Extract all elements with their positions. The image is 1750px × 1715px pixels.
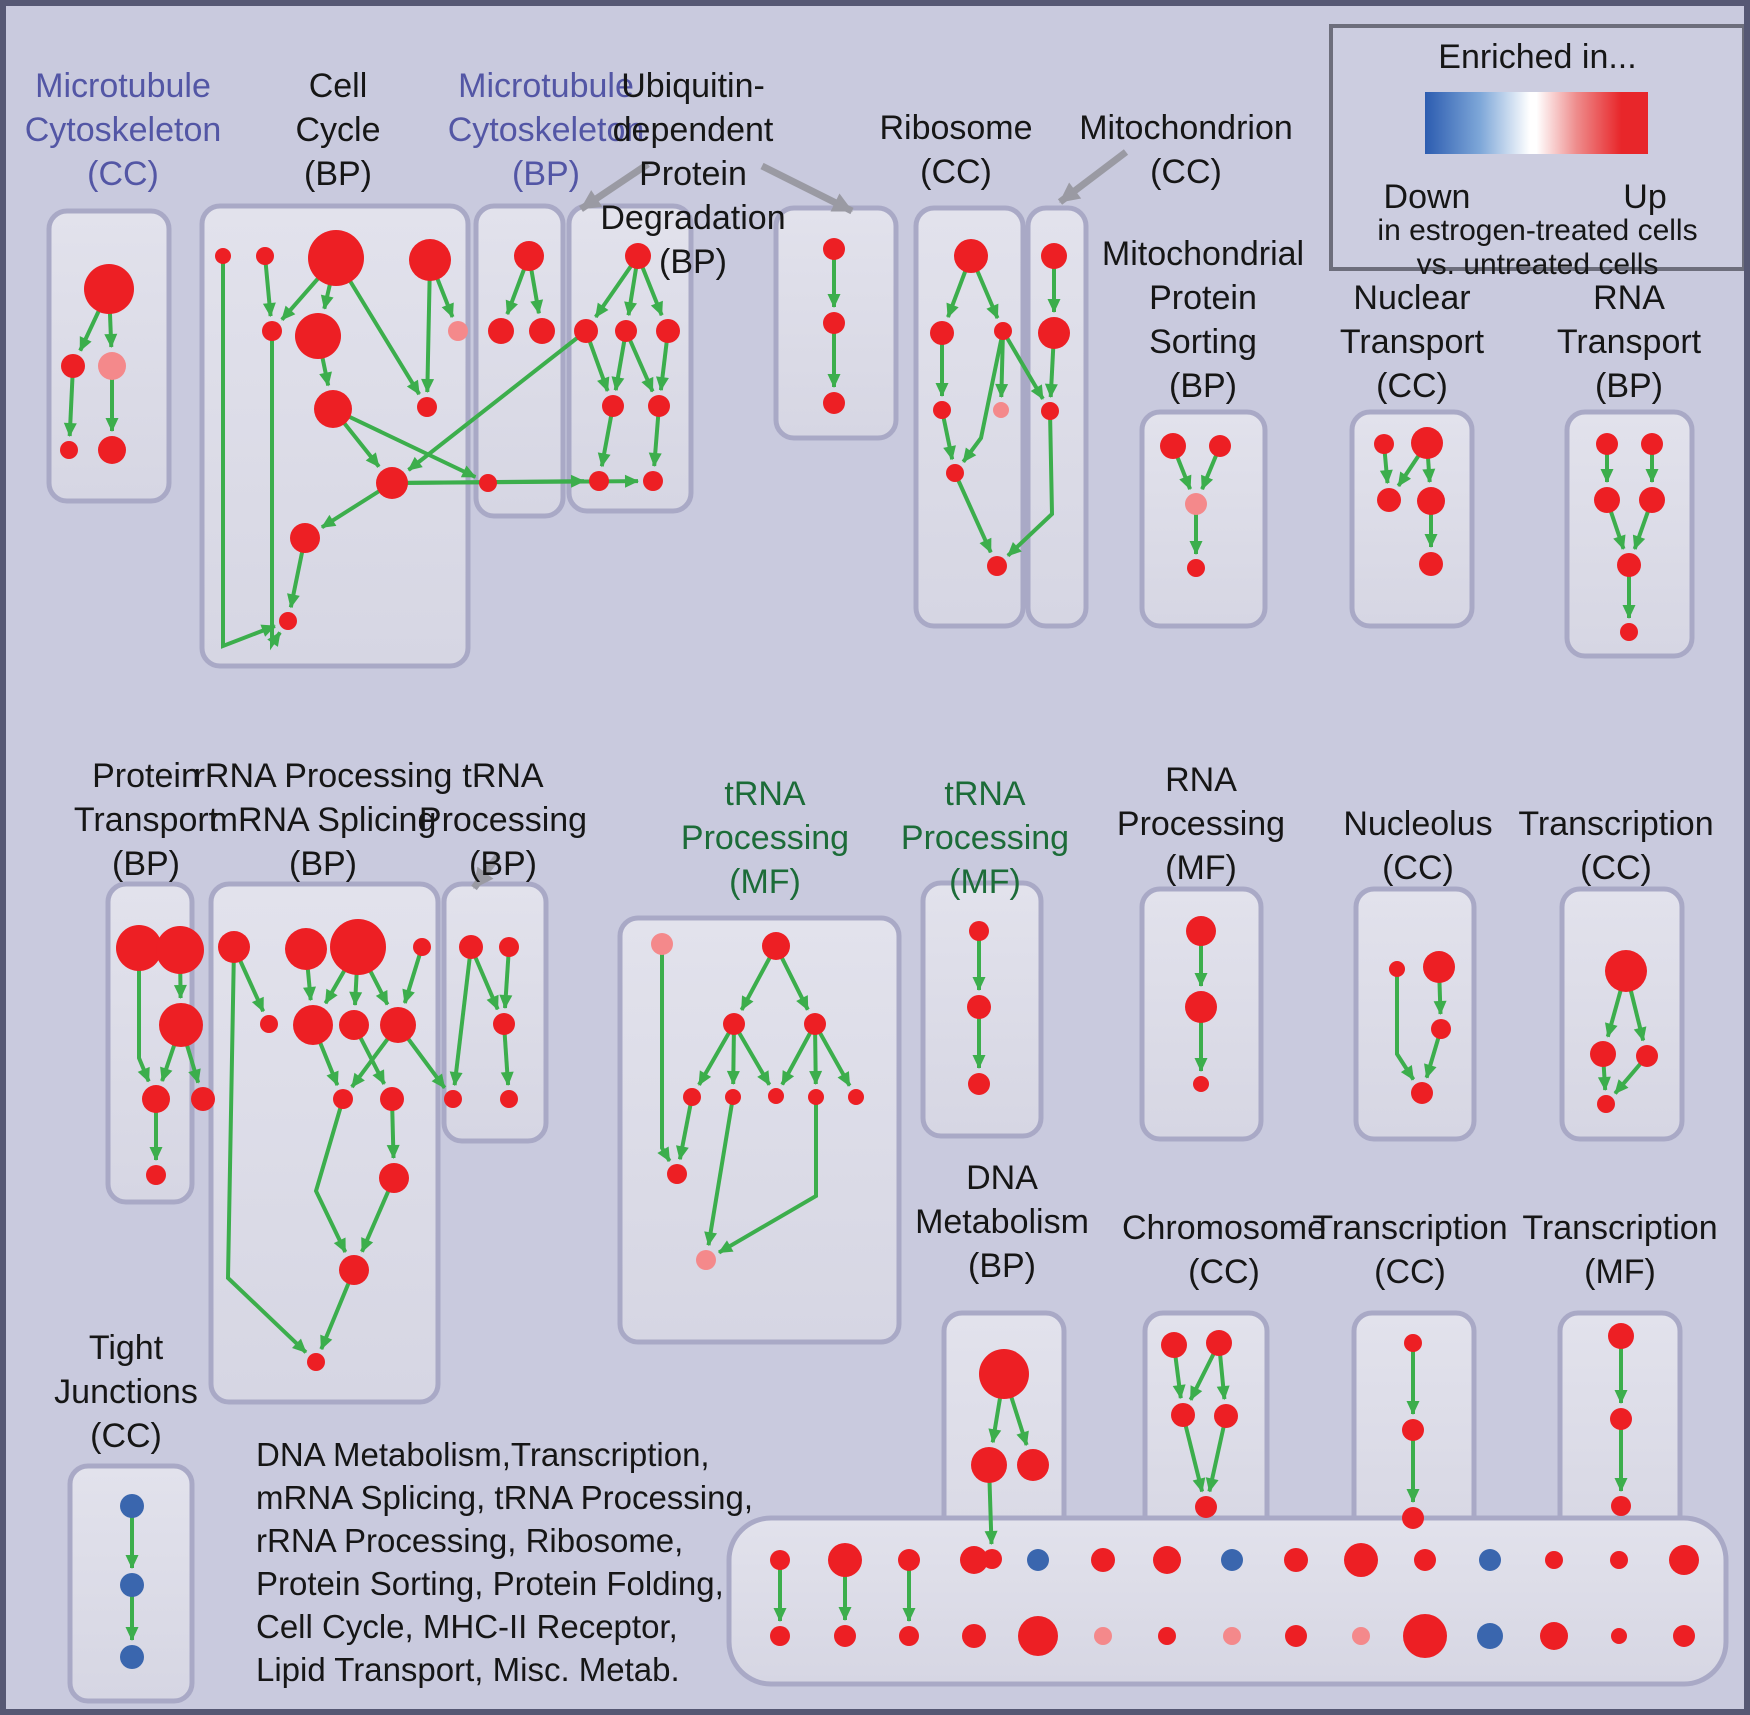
go-term-node [725,1089,741,1105]
go-term-node [1221,1549,1243,1571]
go-term-node [120,1645,144,1669]
go-term-node [1597,1095,1615,1113]
go-term-node [1411,1082,1433,1104]
go-term-node [954,239,988,273]
go-term-node [1669,1545,1699,1575]
go-term-node [967,995,991,1019]
go-term-node [1611,1628,1627,1644]
go-term-node [804,1013,826,1035]
go-term-node [1431,1019,1451,1039]
go-term-node [1610,1551,1628,1569]
cluster-box-nucleolus-cc [1356,889,1474,1139]
go-term-node [1404,1334,1422,1352]
go-term-node [262,321,282,341]
go-term-node [823,392,845,414]
go-term-node [380,1007,416,1043]
legend-up-label: Up [1623,178,1667,216]
go-term-node [413,938,431,956]
go-term-node [1214,1404,1238,1428]
go-term-node [823,312,845,334]
go-term-node [1617,553,1641,577]
go-term-node [1417,487,1445,515]
go-term-node [971,1447,1007,1483]
go-term-node [379,1163,409,1193]
go-term-node [1223,1627,1241,1645]
go-term-node [762,932,790,960]
go-term-node [770,1626,790,1646]
go-term-node [493,1013,515,1035]
cluster-box-rrna-processing-mrna-splicing-bp [211,884,438,1402]
cluster-box-mixed-terms-strip [729,1518,1726,1684]
go-term-node [770,1550,790,1570]
go-term-node [156,926,204,974]
go-term-node [648,395,670,417]
go-term-node [279,612,297,630]
cluster-box-mitochondrion-cc [1028,208,1086,626]
go-term-node [823,238,845,260]
go-term-node [683,1088,701,1106]
go-term-node [376,467,408,499]
go-term-node [215,248,231,264]
go-term-node [293,1005,333,1045]
go-term-node [285,928,327,970]
go-term-node [1153,1546,1181,1574]
legend-gradient-bar [1425,92,1648,154]
go-term-node [1038,317,1070,349]
go-term-node [409,239,451,281]
go-term-node [444,1090,462,1108]
go-term-node [933,401,951,419]
go-term-node [120,1494,144,1518]
cluster-box-rna-transport-bp [1567,412,1692,656]
go-term-node [1608,1323,1634,1349]
go-term-node [1171,1403,1195,1427]
label-ribosome-cc: Ribosome (CC) [879,109,1033,191]
go-term-node [479,474,497,492]
go-term-node [1158,1627,1176,1645]
label-trna-processing-mf-1: tRNA Processing (MF) [680,775,850,901]
note-line: Protein Sorting, Protein Folding, [256,1565,724,1602]
label-rrna-processing-mrna-splicing-bp: rRNA Processing mRNA Splicing (BP) [193,757,453,883]
go-term-node [1352,1627,1370,1645]
go-term-node [333,1089,353,1109]
go-term-node [1284,1548,1308,1572]
go-term-node [993,402,1009,418]
go-term-node [256,247,274,265]
go-term-node [1195,1496,1217,1518]
note-line: DNA Metabolism,Transcription, [256,1436,710,1473]
go-term-node [1477,1623,1503,1649]
go-term-node [500,1090,518,1108]
label-trna-processing-mf-2: tRNA Processing (MF) [900,775,1070,901]
go-term-node [142,1085,170,1113]
go-term-node [930,321,954,345]
go-term-node [1545,1551,1563,1569]
go-term-node [1590,1041,1616,1067]
label-transcription-cc-bottom: Transcription (CC) [1312,1209,1508,1291]
go-term-node [643,471,663,491]
go-term-node [1041,402,1059,420]
go-term-node [1403,1614,1447,1658]
go-term-node [1160,433,1186,459]
go-term-node [994,322,1012,340]
go-term-node [98,352,126,380]
label-dna-metabolism-bp: DNA Metabolism (BP) [915,1159,1089,1285]
go-term-node [696,1250,716,1270]
go-term-node [339,1010,369,1040]
label-microtubule-cytoskeleton-bp: Microtubule Cytoskeleton (BP) [447,67,645,193]
go-term-node [1411,427,1443,459]
label-mitochondrion-cc: Mitochondrion (CC) [1079,109,1293,191]
go-term-node [1639,487,1665,513]
go-term-node [1185,493,1207,515]
go-term-node [459,935,483,959]
go-term-node [380,1087,404,1111]
note-line: rRNA Processing, Ribosome, [256,1522,684,1559]
go-term-node [589,471,609,491]
go-term-node [969,921,989,941]
go-term-node [499,937,519,957]
note-line: mRNA Splicing, tRNA Processing, [256,1479,754,1516]
label-transcription-cc-top: Transcription (CC) [1518,805,1714,887]
label-rna-processing-mf: RNA Processing (MF) [1116,761,1286,887]
go-term-node [768,1088,784,1104]
go-term-node [828,1543,862,1577]
label-trna-processing-bp: tRNA Processing (BP) [418,757,588,883]
go-term-node [1402,1419,1424,1441]
go-term-node [723,1013,745,1035]
go-term-node [615,320,637,342]
go-term-node [574,319,598,343]
label-nucleolus-cc: Nucleolus (CC) [1343,805,1493,887]
go-term-node [987,556,1007,576]
go-term-node [307,1353,325,1371]
go-term-node [1374,434,1394,454]
go-term-node [1414,1549,1436,1571]
label-protein-transport-bp: Protein Transport (BP) [73,757,219,883]
go-term-node [308,230,364,286]
go-term-node [1673,1625,1695,1647]
go-term-node [1377,488,1401,512]
note-line: Cell Cycle, MHC-II Receptor, [256,1608,678,1645]
label-rna-transport-bp: RNA Transport (BP) [1556,279,1702,405]
legend-down-label: Down [1383,178,1471,216]
go-term-node [1161,1332,1187,1358]
go-term-node [159,1003,203,1047]
go-term-node [1479,1549,1501,1571]
go-term-node [514,241,544,271]
go-term-node [1610,1408,1632,1430]
go-term-node [1389,961,1405,977]
go-term-node [1402,1507,1424,1529]
label-nuclear-transport-cc: Nuclear Transport (CC) [1339,279,1485,405]
go-term-node [1187,559,1205,577]
go-term-node [339,1255,369,1285]
go-term-node [290,523,320,553]
go-term-node [946,464,964,482]
go-term-node [667,1164,687,1184]
legend-caption-line2: vs. untreated cells [1416,248,1659,281]
go-term-node [1209,435,1231,457]
go-term-node [146,1165,166,1185]
legend-box [1329,24,1746,281]
go-term-node [1605,950,1647,992]
go-term-node [898,1549,920,1571]
go-term-node [602,395,624,417]
go-term-node [1636,1045,1658,1067]
go-term-node [1344,1543,1378,1577]
go-term-node [1193,1076,1209,1092]
go-term-node [488,318,514,344]
go-term-node [98,436,126,464]
go-term-node [1620,623,1638,641]
go-term-node [979,1349,1029,1399]
label-cell-cycle-bp: Cell Cycle (BP) [295,67,381,193]
label-tight-junctions-cc: Tight Junctions (CC) [54,1329,198,1455]
go-term-node [962,1624,986,1648]
go-term-node [960,1546,988,1574]
go-term-node [1419,552,1443,576]
go-term-node [808,1089,824,1105]
go-term-node [191,1087,215,1111]
note-line: Lipid Transport, Misc. Metab. [256,1651,680,1688]
go-term-node [120,1573,144,1597]
go-term-node [1641,433,1663,455]
label-mitochondrial-protein-sorting-bp: Mitochondrial Protein Sorting (BP) [1101,235,1305,405]
go-term-node [60,441,78,459]
go-term-node [899,1626,919,1646]
label-transcription-mf: Transcription (MF) [1522,1209,1718,1291]
label-ubiquitin-dependent-protein-degradation-bp: Ubiquitin- dependent Protein Degradation (BP) [600,67,786,281]
go-term-node [1540,1622,1568,1650]
go-term-node [1027,1549,1049,1571]
go-term-node [651,933,673,955]
legend-caption-line1: in estrogen-treated cells [1377,214,1698,247]
go-term-node [656,319,680,343]
go-term-node [218,931,250,963]
go-term-node [1017,1449,1049,1481]
go-term-node [1018,1616,1058,1656]
go-term-node [1594,487,1620,513]
go-term-node [1186,916,1216,946]
go-term-node [848,1089,864,1105]
go-term-node [417,397,437,417]
legend-title: Enriched in... [1438,38,1637,76]
label-chromosome-cc: Chromosome (CC) [1121,1209,1327,1291]
go-term-node [529,318,555,344]
go-term-node [1041,243,1067,269]
go-term-node [330,919,386,975]
go-term-node [448,321,468,341]
go-term-node [116,925,162,971]
go-term-node [295,313,341,359]
go-term-node [1185,991,1217,1023]
go-term-node [1206,1330,1232,1356]
go-term-node [968,1073,990,1095]
label-microtubule-cytoskeleton-cc: Microtubule Cytoskeleton (CC) [24,67,222,193]
go-term-node [84,264,134,314]
go-term-node [834,1625,856,1647]
go-term-node [260,1015,278,1033]
cluster-box-transcription-cc-top [1562,889,1682,1139]
go-term-node [314,390,352,428]
go-term-node [1094,1627,1112,1645]
go-term-node [1423,951,1455,983]
go-term-node [1285,1625,1307,1647]
go-term-node [1596,433,1618,455]
go-term-node [1091,1548,1115,1572]
go-term-node [61,354,85,378]
go-term-node [1611,1496,1631,1516]
